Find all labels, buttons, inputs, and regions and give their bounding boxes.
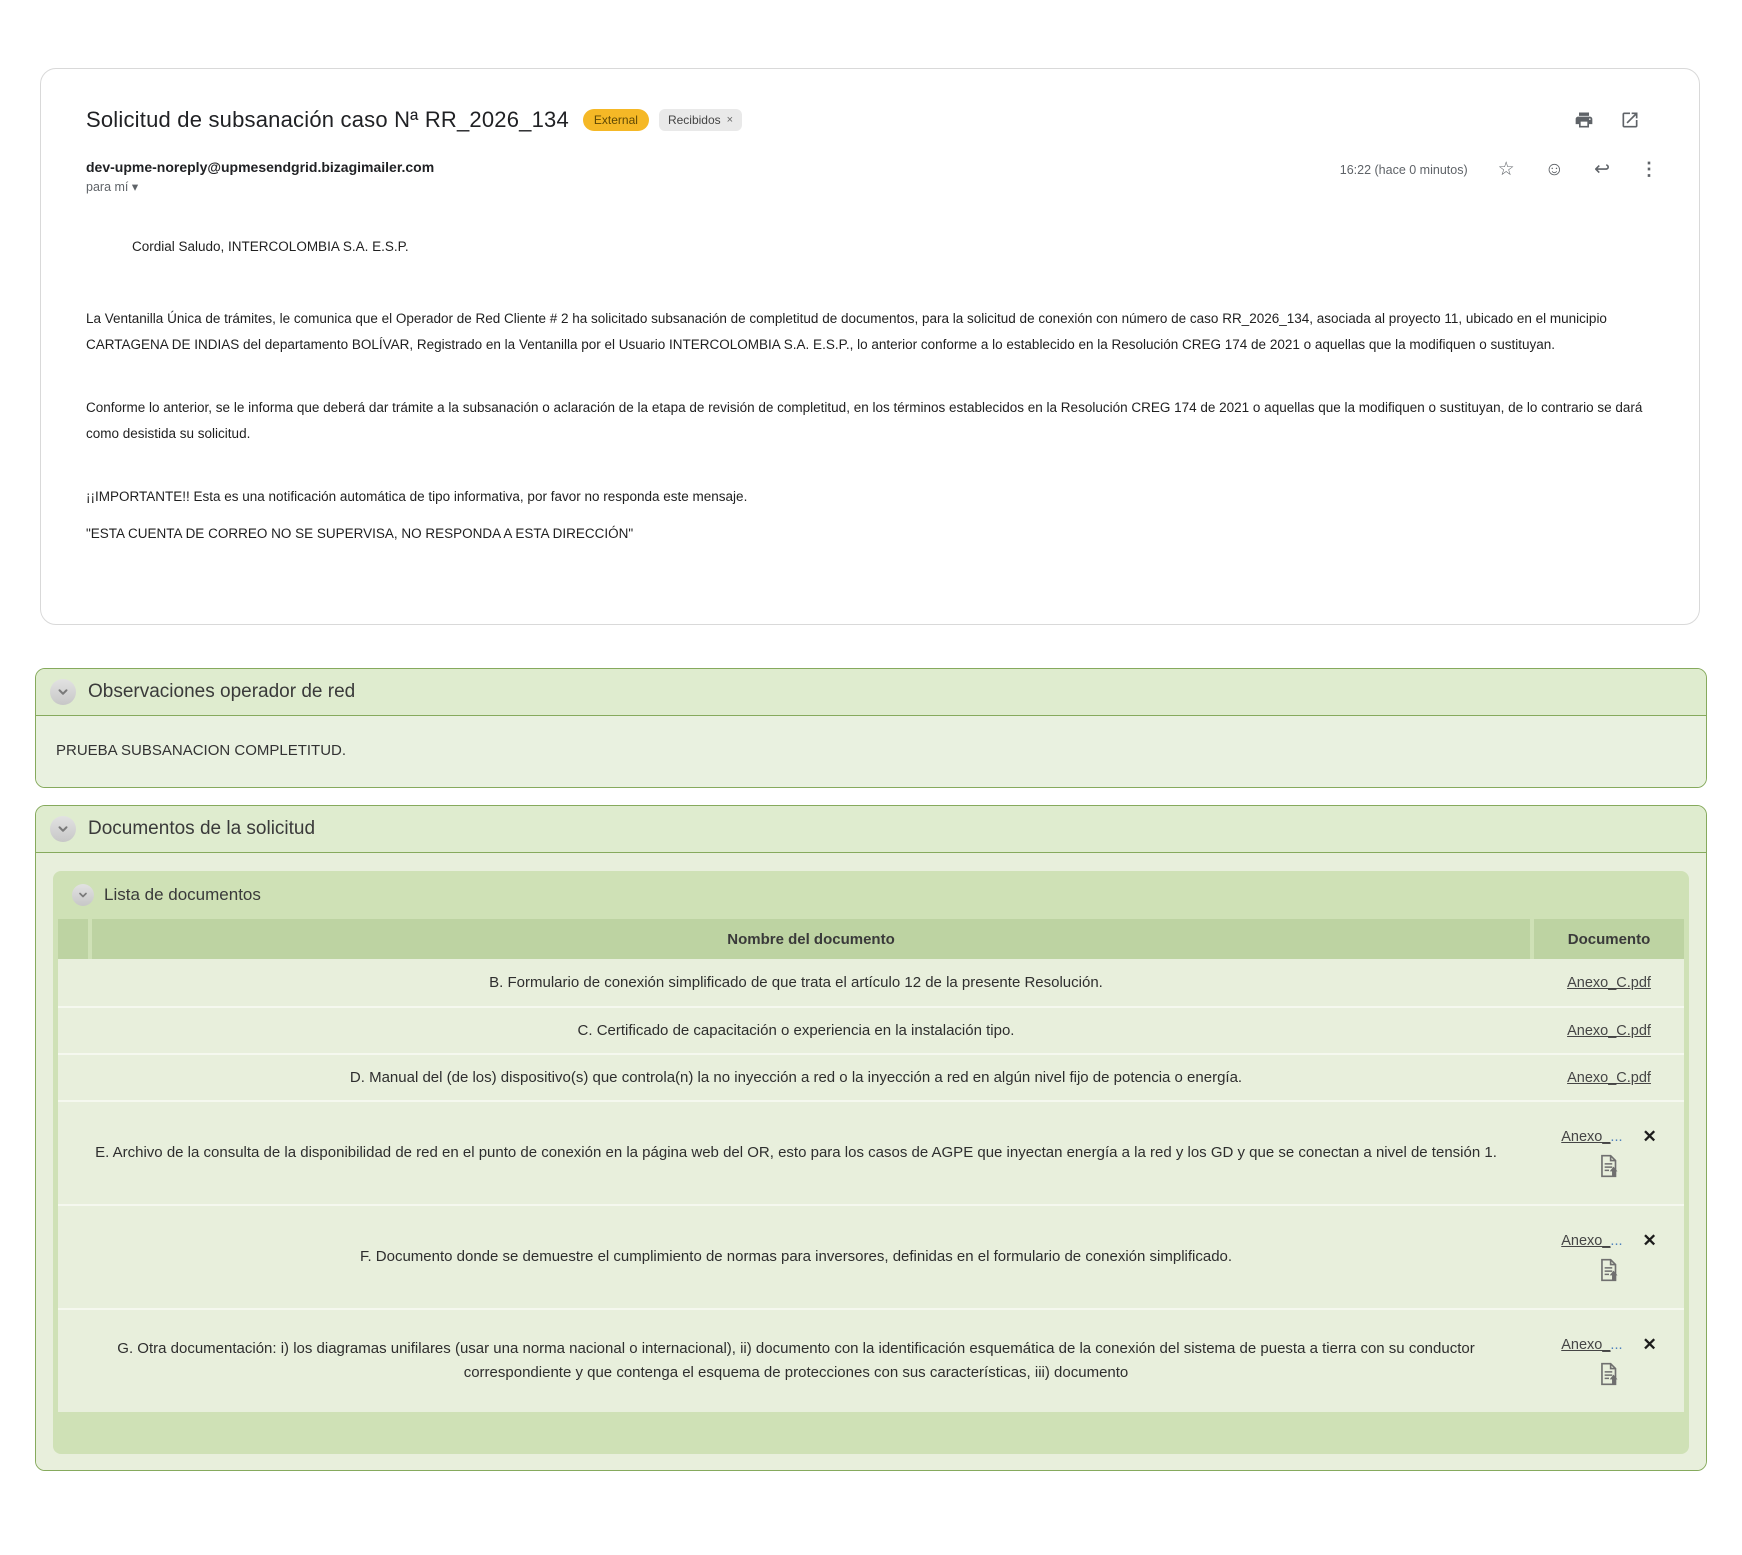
collapse-chevron-icon[interactable] bbox=[72, 884, 94, 906]
document-table-header bbox=[58, 919, 1684, 959]
email-subject: Solicitud de subsanación caso Nª RR_2026_134 bbox=[86, 107, 569, 132]
document-name: B. Formulario de conexión simplificado de que trata el artículo 12 de la presente Resolución. bbox=[489, 973, 1103, 991]
document-name: G. Otra documentación: i) los diagramas unifilares (usar una norma nacional o internacional), ii) documento con la identificación esquemática de la conexión del sistema de puesta a tierra con su conductor correspondiente y que contenga el esquema de protecciones con sus características, iii) documento bbox=[117, 1340, 1475, 1381]
document-name: F. Documento donde se demuestre el cumplimiento de normas para inversores, definidas en el formulario de conexión simplificado. bbox=[359, 1248, 1233, 1265]
email-no-reply-warning: "ESTA CUENTA DE CORREO NO SE SUPERVISA, NO RESPONDA A ESTA DIRECCIÓN" bbox=[86, 526, 634, 541]
remove-document-icon[interactable]: ✕ bbox=[1642, 1127, 1657, 1146]
table-row bbox=[58, 1204, 1684, 1308]
inbox-label-remove-icon[interactable]: × bbox=[726, 114, 734, 126]
document-link[interactable]: Anexo_ bbox=[1561, 1232, 1611, 1249]
observations-header[interactable] bbox=[36, 669, 1706, 716]
index-column-header bbox=[58, 919, 88, 959]
table-row bbox=[58, 1006, 1684, 1053]
external-badge: External bbox=[583, 109, 649, 131]
observations-section bbox=[35, 668, 1707, 788]
star-icon[interactable]: ☆ bbox=[1497, 159, 1515, 180]
observations-body: PRUEBA SUBSANACION COMPLETITUD. bbox=[36, 716, 1706, 787]
documents-header[interactable] bbox=[36, 806, 1706, 853]
open-in-new-icon[interactable] bbox=[1620, 110, 1640, 130]
table-row bbox=[58, 959, 1684, 1006]
email-greeting: Cordial Saludo, INTERCOLOMBIA S.A. E.S.P. bbox=[132, 239, 409, 254]
name-column-header: Nombre del documento bbox=[92, 919, 1530, 959]
remove-document-icon[interactable]: ✕ bbox=[1642, 1231, 1657, 1250]
email-paragraph-2: Conforme lo anterior, se le informa que deberá dar trámite a la subsanación o aclaración de la etapa de revisión de completitud, en los términos establecidos en la Resolución CREG 174 de 2021 o aquellas que la modifiquen o sustituyan, de lo contrario se dará como desistida su solicitud. bbox=[86, 400, 1643, 441]
document-link-ellipsis[interactable]: ... bbox=[1610, 1232, 1623, 1249]
collapse-chevron-icon[interactable] bbox=[50, 679, 76, 705]
document-link[interactable]: Anexo_ bbox=[1561, 1336, 1611, 1353]
upload-document-icon[interactable] bbox=[1596, 1361, 1622, 1387]
document-link[interactable]: Anexo_C.pdf bbox=[1567, 1022, 1651, 1039]
inbox-label-text: Recibidos bbox=[667, 113, 721, 127]
recipient-dropdown[interactable]: para mí ▾ bbox=[86, 180, 139, 194]
document-column-header: Documento bbox=[1534, 919, 1684, 959]
upload-document-icon[interactable] bbox=[1596, 1257, 1622, 1283]
documents-title: Documentos de la solicitud bbox=[88, 818, 316, 839]
document-name: E. Archivo de la consulta de la disponibilidad de red en el punto de conexión en la página web del OR, esto para los casos de AGPE que inyectan energía a la red y los GD y que se conectan a nivel de tensión 1. bbox=[95, 1144, 1497, 1161]
more-options-icon[interactable]: ⋮ bbox=[1640, 159, 1658, 179]
observations-title: Observaciones operador de red bbox=[88, 681, 356, 702]
reply-icon[interactable]: ↩ bbox=[1594, 159, 1610, 180]
document-link[interactable]: Anexo_C.pdf bbox=[1567, 1069, 1651, 1086]
emoji-reaction-icon[interactable]: ☺ bbox=[1544, 159, 1565, 180]
table-row bbox=[58, 1100, 1684, 1204]
document-link-ellipsis[interactable]: ... bbox=[1610, 1336, 1623, 1353]
upload-document-icon[interactable] bbox=[1596, 1153, 1622, 1179]
collapse-chevron-icon[interactable] bbox=[50, 816, 76, 842]
document-list-panel bbox=[53, 871, 1689, 1454]
documents-body bbox=[36, 853, 1706, 1470]
email-timestamp: 16:22 (hace 0 minutos) bbox=[1339, 162, 1468, 177]
email-card bbox=[40, 68, 1700, 625]
email-meta-row bbox=[86, 159, 1658, 194]
email-paragraph-1: La Ventanilla Única de trámites, le comunica que el Operador de Red Cliente # 2 ha solicitado subsanación de completitud de documentos, para la solicitud de conexión con número de caso RR_2026_134, asociada al proyecto 11, ubicado en el municipio CARTAGENA DE INDIAS del departamento BOLÍVAR, Registrado en la Ventanilla por el Usuario INTERCOLOMBIA S.A. E.S.P., lo anterior conforme a lo establecido en la Resolución CREG 174 de 2021 o aquellas que la modifiquen o sustituyan. bbox=[86, 311, 1607, 352]
document-name: C. Certificado de capacitación o experiencia en la instalación tipo. bbox=[577, 1021, 1015, 1039]
sender-address: dev-upme-noreply@upmesendgrid.bizagimailer.com bbox=[86, 159, 435, 175]
document-link-ellipsis[interactable]: ... bbox=[1610, 1128, 1623, 1145]
document-list-title: Lista de documentos bbox=[104, 885, 261, 904]
document-name: D. Manual del (de los) dispositivo(s) que controla(n) la no inyección a red o la inyección a red en algún nivel fijo de potencia o energía. bbox=[349, 1068, 1243, 1086]
inbox-label-badge[interactable] bbox=[659, 109, 742, 131]
table-row bbox=[58, 1053, 1684, 1100]
email-body bbox=[86, 234, 1654, 547]
table-row bbox=[58, 1308, 1684, 1412]
email-subject-row bbox=[86, 107, 1654, 133]
document-link[interactable]: Anexo_ bbox=[1561, 1128, 1611, 1145]
document-link[interactable]: Anexo_C.pdf bbox=[1567, 974, 1651, 991]
email-important-note: ¡¡IMPORTANTE!! Esta es una notificación automática de tipo informativa, por favor no responda este mensaje. bbox=[86, 489, 748, 504]
document-list-header[interactable] bbox=[58, 871, 1684, 919]
documents-section bbox=[35, 805, 1707, 1471]
print-icon[interactable] bbox=[1574, 110, 1594, 130]
remove-document-icon[interactable]: ✕ bbox=[1642, 1335, 1657, 1354]
